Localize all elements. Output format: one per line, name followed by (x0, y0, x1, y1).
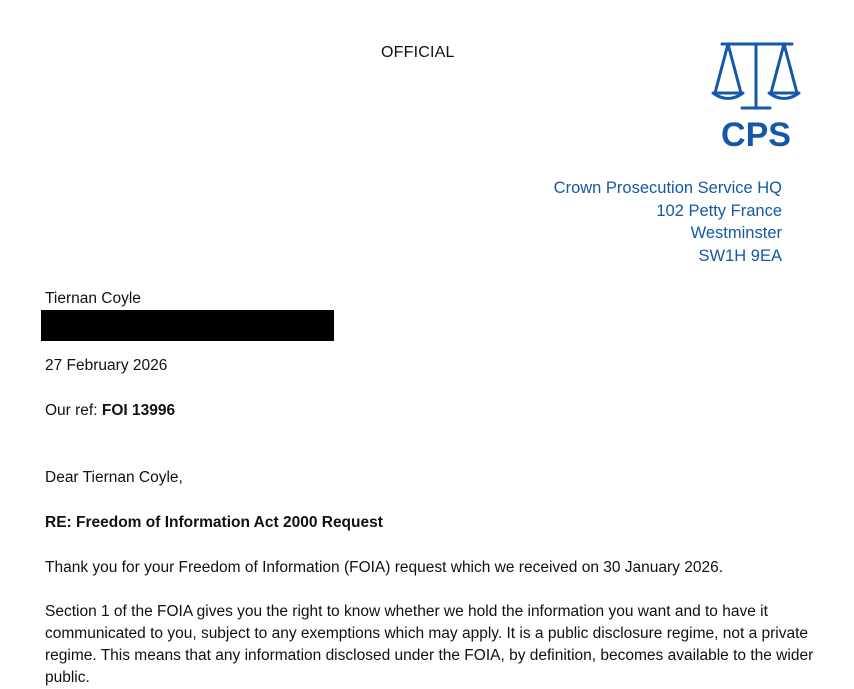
scales-of-justice-icon (710, 38, 804, 154)
address-line-3: Westminster (690, 224, 782, 242)
classification-marking: OFFICIAL (381, 44, 455, 61)
paragraph-section-1: Section 1 of the FOIA gives you the right to know whether we hold the information you want and to have it communicated to you, subject to any exemptions which may apply. It is a public disclosure regime, not a private regime. This means that any information disclosed under the FOIA, by definition, becomes available to the wider public. (45, 603, 814, 686)
salutation: Dear Tiernan Coyle, (45, 469, 183, 486)
address-line-4: SW1H 9EA (698, 246, 782, 265)
cps-logo (710, 38, 804, 154)
address-line-2: 102 Petty France (656, 201, 782, 220)
logo-lettering: CPS (721, 116, 791, 154)
paragraph-acknowledgement: Thank you for your Freedom of Information (FOIA) request which we received on 30 January 2026. (45, 559, 724, 576)
address-line-1: Crown Prosecution Service HQ (553, 179, 782, 197)
redacted-address-block (41, 310, 334, 341)
reference-label: Our ref: (45, 402, 98, 419)
reference-number: FOI 13996 (101, 402, 176, 419)
subject-line: RE: Freedom of Information Act 2000 Request (45, 514, 383, 531)
reference-line (45, 400, 175, 422)
recipient-name: Tiernan Coyle (45, 290, 141, 307)
sender-address (500, 177, 782, 267)
letter-date: 27 February 2026 (45, 357, 168, 374)
